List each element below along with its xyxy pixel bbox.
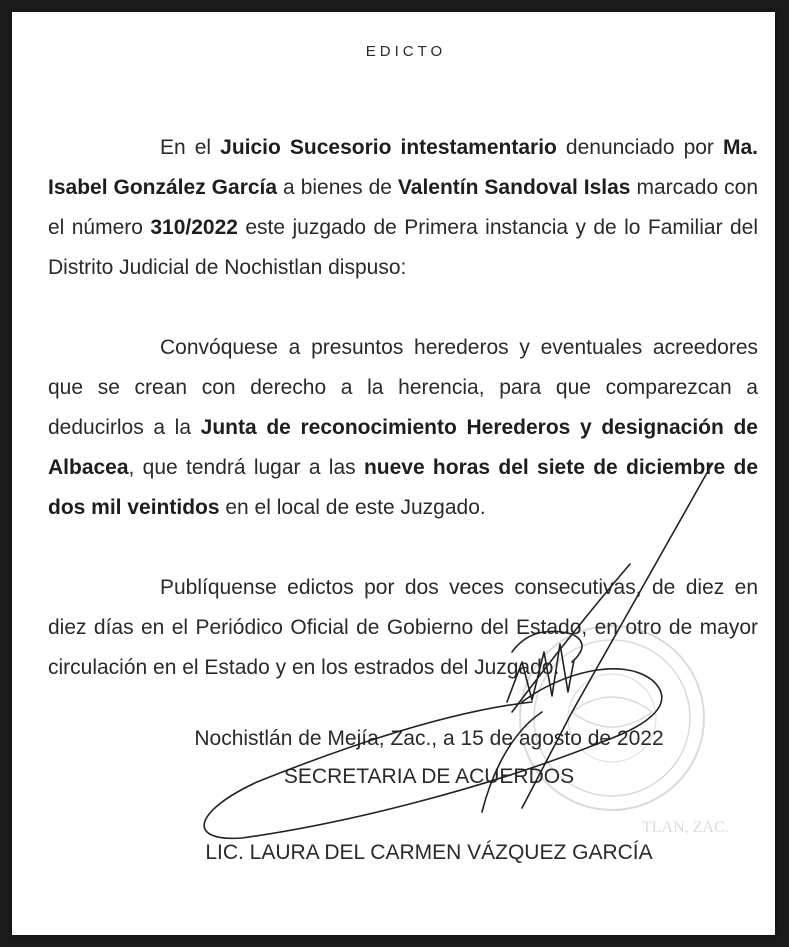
text-run: a bienes de — [277, 176, 398, 199]
bold-run: Junta de reconocimiento Herederos y designación de Albacea — [48, 416, 758, 479]
paragraph-juicio — [48, 128, 758, 288]
signer-position: SECRETARIA DE ACUERDOS — [283, 765, 575, 788]
text-run: denunciado por — [556, 136, 723, 159]
bold-run: Valentín Sandoval Islas — [397, 176, 631, 199]
bold-run: 310/2022 — [150, 216, 238, 239]
text-run: , que tendrá lugar a las — [128, 456, 364, 479]
document-title: EDICTO — [365, 43, 447, 60]
text-run: marcado con el número — [48, 176, 759, 239]
bold-run: Juicio Sucesorio intestamentario — [220, 136, 557, 159]
signature-block — [48, 720, 758, 872]
text-run: en el local de este Juzgado. — [219, 496, 486, 519]
bold-run: Ma. Isabel González García — [48, 136, 758, 199]
stamp-text: TLAN, ZAC. — [642, 819, 729, 836]
signer-name: LIC. LAURA DEL CARMEN VÁZQUEZ GARCÍA — [205, 841, 653, 864]
paragraph-convocatoria — [48, 328, 758, 528]
paragraph-publicacion: Publíquense edictos por dos veces consecutivas, de diez en diez días en el Periódico Oficial de Gobierno del Estado, en otro de mayor circulación en el Estado y en los estrados del Juzgado. — [48, 576, 758, 679]
text-run: este juzgado de Primera instancia y de lo Familiar del Distrito Judicial de Nochistlan dispuso: — [48, 216, 758, 279]
text-run: Convóquese a presuntos herederos y eventuales acreedores que se crean con derecho a la herencia, para que comparezcan a deducirlos a la — [48, 336, 758, 439]
bold-run: nueve horas del siete de diciembre de dos mil veintidos — [48, 456, 758, 519]
document-body — [48, 32, 758, 872]
document-page — [12, 12, 775, 935]
place-date: Nochistlán de Mejía, Zac., a 15 de agosto de 2022 — [194, 727, 664, 750]
text-run: En el — [160, 136, 221, 159]
